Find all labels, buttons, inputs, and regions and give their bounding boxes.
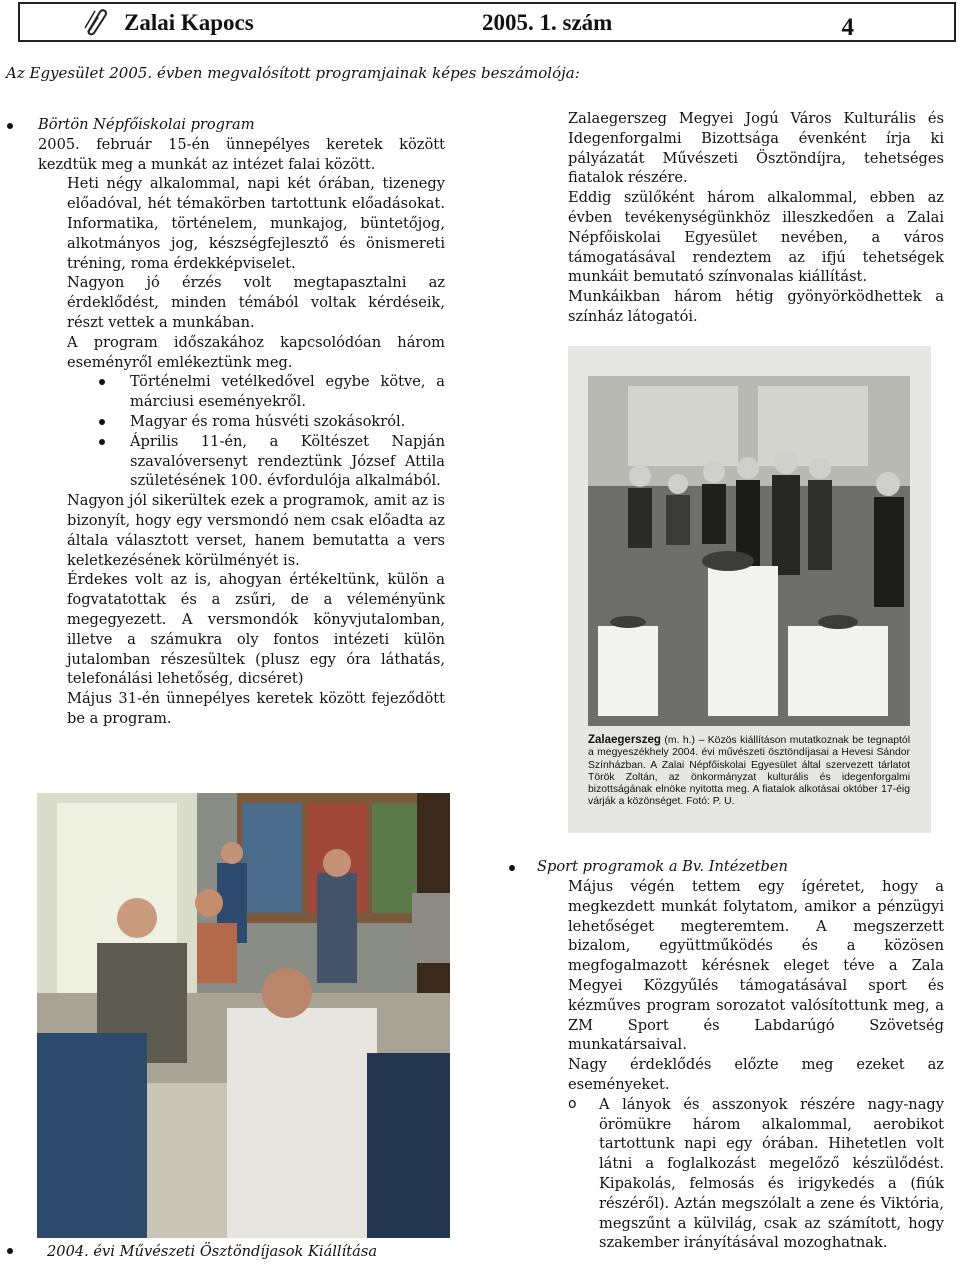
event-text: Magyar és roma húsvéti szokásokról. — [130, 412, 406, 430]
paragraph: Nagyon jó érzés volt megtapasztalni az érdeklődést, minden témából voltak kérdéseik, részt vettek a munkában. — [67, 274, 445, 331]
bullet-icon — [7, 123, 13, 129]
newspaper-clipping — [568, 346, 931, 833]
paragraph: A program időszakához kapcsolódóan három eseményről emlékeztünk meg. — [67, 333, 445, 371]
list-item — [67, 412, 445, 432]
classroom-photo — [37, 793, 450, 1238]
page-subtitle: Az Egyesület 2005. évben megvalósított programjainak képes beszámolója: — [6, 64, 580, 82]
paragraph: Nagy érdeklődés előzte meg ezeket az eseményeket. — [568, 1056, 944, 1093]
paragraph: Nagyon jól sikerültek ezek a programok, amit az is bizonyít, hogy egy versmondó nem csak előadta az általa választott verset, hanem bemutatta a vers keletkezésének körülményét is. — [67, 492, 445, 569]
list-item — [67, 432, 445, 491]
circle-bullet-icon: o — [568, 1095, 577, 1112]
bullet-icon — [99, 379, 105, 385]
bullet-icon — [99, 439, 105, 445]
events-list — [67, 372, 445, 491]
sport-item-text: A lányok és asszonyok részére nagy-nagy örömükre három alkalommal, aerobikot tartottunk napi egy órában. Hihetetlen volt látni a foglalkozást megelőző készülődést. Kipakolás, felmosás és irigykedés a (fiúk részéről). Aztán megszólalt a zene és Viktória, megszűnt a külvilág, csak az számított, hogy szakember irányításával mozoghatnak. — [599, 1095, 944, 1252]
page-number: 4 — [841, 14, 854, 41]
clipping-credit: Fotó: P. U. — [686, 796, 735, 808]
clipping-caption-text: (m. h.) – Közös kiállításon mutatkoznak be tegnaptól a megyeszékhely 2004. évi művészeti ösztöndíjasai a Hevesi Sándor Színházban. A Zalai Népfőiskolai Egyesület által szervezett tárlatot Török Zoltán, az önkormányzat kulturális és idegenforgalmi bizottságának elnöke nyitotta meg. A fiatalok alkotásai október 17-éig várják a közönséget. — [588, 735, 911, 808]
section-title-sport: Sport programok a Bv. Intézetben — [537, 858, 788, 875]
newsletter-title: Zalai Kapocs — [124, 10, 254, 35]
paragraph: Május 31-én ünnepélyes keretek között fejeződött be a program. — [67, 690, 445, 727]
event-text: Április 11-én, a Költészet Napján szavalóversenyt rendeztünk József Attila születésének 100. évfordulója alkalmából. — [130, 432, 445, 490]
sport-items-list — [568, 1095, 944, 1253]
event-text: Történelmi vetélkedővel egybe kötve, a márciusi eseményekről. — [130, 373, 445, 411]
paragraph: Munkáikban három hétig gyönyörködhettek a színház látogatói. — [568, 288, 944, 325]
paragraph: Heti négy alkalommal, napi két órában, tizenegy előadóval, hét témakörben tartottunk előadásokat. Informatika, történelem, munkajog, büntetőjog, alkotmányos jog, készségfejlesztő és önismereti tréning, roma érdekképviselet. — [67, 175, 445, 272]
paragraph: 2005. február 15-én ünnepélyes keretek között kezdtük meg a munkát az intézet falai között. — [38, 135, 445, 173]
issue-label: 2005. 1. szám — [482, 10, 613, 35]
section-title-art-exhibition: 2004. évi Művészeti Ösztöndíjasok Kiállítása — [47, 1243, 378, 1260]
clipping-photo — [588, 376, 910, 726]
left-column — [38, 115, 445, 729]
bullet-icon — [7, 1248, 13, 1254]
paragraph: Érdekes volt az is, ahogyan értékeltünk, külön a fogvatatottak és a zsűri, de a véleményünk megegyezett. A versmondók könyvjutalomban, illetve a számukra oly fontos intézeti külön jutalomban részesültek (plusz egy óra láthatás, telefonálási lehetőség, dicséret) — [67, 571, 445, 688]
sport-section — [568, 877, 944, 1253]
bullet-icon — [99, 419, 105, 425]
paragraph: Eddig szülőként három alkalommal, ebben az évben tevékenységünkhöz illeszkedően a Zalai Népfőiskolai Egyesület nevében, a város támogatásával rendeztem az ifjú tehetségek munkáit bemutató színvonalas kiállítást. — [568, 189, 944, 286]
page-header — [18, 2, 956, 42]
right-column — [568, 109, 944, 327]
paperclip-icon — [82, 8, 108, 36]
classroom-photo-drawing — [37, 793, 450, 1238]
paragraph: Május végén tettem egy ígéretet, hogy a megkezdett munkát folytatom, amikor a pénzügyi lehetőséget megteremtem. A megszerzett bizalom, együttműködés és a közösen megfogalmazott kérésnek eleget téve a Zala Megyei Közgyűlés támogatásával sport és kézműves program sorozatot valósítottunk meg, a ZM Sport és Labdarúgó Szövetség munkatársaival. — [568, 878, 944, 1054]
section-title-prison-school: Börtön Népfőiskolai program — [38, 116, 255, 133]
paragraph: Zalaegerszeg Megyei Jogú Város Kulturális és Idegenforgalmi Bizottsága évenként írja ki pályázatát Művészeti Ösztöndíjra, tehetséges fiatalok részére. — [568, 110, 944, 187]
list-item — [67, 372, 445, 412]
bullet-icon — [509, 865, 515, 871]
list-item — [568, 1095, 944, 1253]
clipping-caption — [588, 734, 910, 809]
exhibition-photo-drawing — [588, 376, 910, 726]
clipping-caption-place: Zalaegerszeg — [588, 734, 661, 746]
